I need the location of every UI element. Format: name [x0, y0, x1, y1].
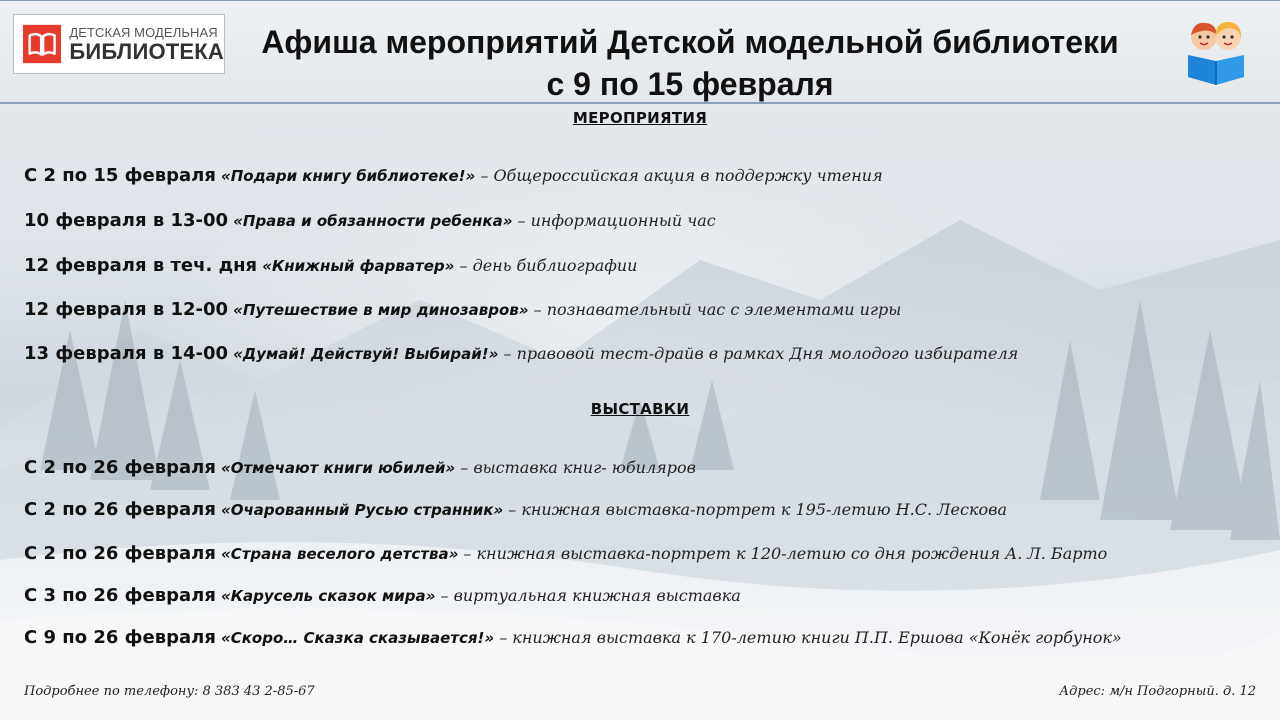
- exhibition-name: «Отмечают книги юбилей»: [220, 459, 456, 477]
- footer-phone: Подробнее по телефону: 8 383 43 2-85-67: [24, 684, 315, 699]
- exhibition-description: – виртуальная книжная выставка: [435, 586, 741, 605]
- event-description: – познавательный час с элементами игры: [528, 300, 902, 319]
- footer-address: Адрес: м/н Подгорный. д. 12: [1059, 684, 1256, 699]
- exhibition-description: – книжная выставка-портрет к 195-летию Н.С. Лескова: [503, 500, 1007, 519]
- event-name: «Подари книгу библиотеке!»: [220, 167, 476, 185]
- list-item: [24, 585, 741, 606]
- exhibition-date: С 3 по 26 февраля: [24, 585, 216, 606]
- list-item: [24, 499, 1007, 520]
- list-item: [24, 210, 716, 231]
- list-item: [24, 343, 1018, 364]
- event-date: 12 февраля в теч. дня: [24, 255, 258, 276]
- event-date: 10 февраля в 13-00: [24, 210, 229, 231]
- exhibition-date: С 9 по 26 февраля: [24, 627, 216, 648]
- exhibition-name: «Страна веселого детства»: [220, 545, 459, 563]
- event-name: «Книжный фарватер»: [262, 257, 455, 275]
- event-description: – Общероссийская акция в поддержку чтения: [475, 166, 883, 185]
- title-line2: с 9 по 15 февраля: [546, 66, 834, 102]
- exhibition-description: – книжная выставка-портрет к 120-летию со дня рождения А. Л. Барто: [458, 544, 1108, 563]
- list-item: [24, 543, 1107, 564]
- exhibition-description: – книжная выставка к 170-летию книги П.П. Ершова «Конёк горбунок»: [494, 628, 1122, 647]
- event-description: – информационный час: [512, 211, 716, 230]
- list-item: [24, 457, 696, 478]
- list-item: [24, 299, 901, 320]
- exhibition-date: С 2 по 26 февраля: [24, 543, 216, 564]
- exhibitions-section-title: ВЫСТАВКИ: [590, 400, 690, 418]
- exhibition-description: – выставка книг- юбиляров: [455, 458, 696, 477]
- exhibition-name: «Очарованный Русью странник»: [220, 501, 504, 519]
- event-date: 12 февраля в 12-00: [24, 299, 229, 320]
- event-name: «Права и обязанности ребенка»: [233, 212, 513, 230]
- logo-line1: ДЕТСКАЯ МОДЕЛЬНАЯ: [69, 24, 218, 40]
- event-description: – день библиографии: [454, 256, 638, 275]
- list-item: [24, 165, 883, 186]
- event-date: 13 февраля в 14-00: [24, 343, 229, 364]
- event-name: «Думай! Действуй! Выбирай!»: [233, 345, 499, 363]
- exhibition-date: С 2 по 26 февраля: [24, 499, 216, 520]
- exhibition-date: С 2 по 26 февраля: [24, 457, 216, 478]
- exhibition-name: «Карусель сказок мира»: [220, 587, 436, 605]
- event-date: С 2 по 15 февраля: [24, 165, 216, 186]
- logo-line2: БИБЛИОТЕКА: [69, 38, 224, 64]
- event-description: – правовой тест-драйв в рамках Дня молодого избирателя: [498, 344, 1019, 363]
- events-section-title: МЕРОПРИЯТИЯ: [572, 109, 708, 127]
- title-line1: Афиша мероприятий Детской модельной библиотеки: [261, 24, 1119, 60]
- list-item: [24, 627, 1122, 648]
- list-item: [24, 255, 637, 276]
- event-name: «Путешествие в мир динозавров»: [233, 301, 529, 319]
- exhibition-name: «Скоро… Сказка сказывается!»: [220, 629, 495, 647]
